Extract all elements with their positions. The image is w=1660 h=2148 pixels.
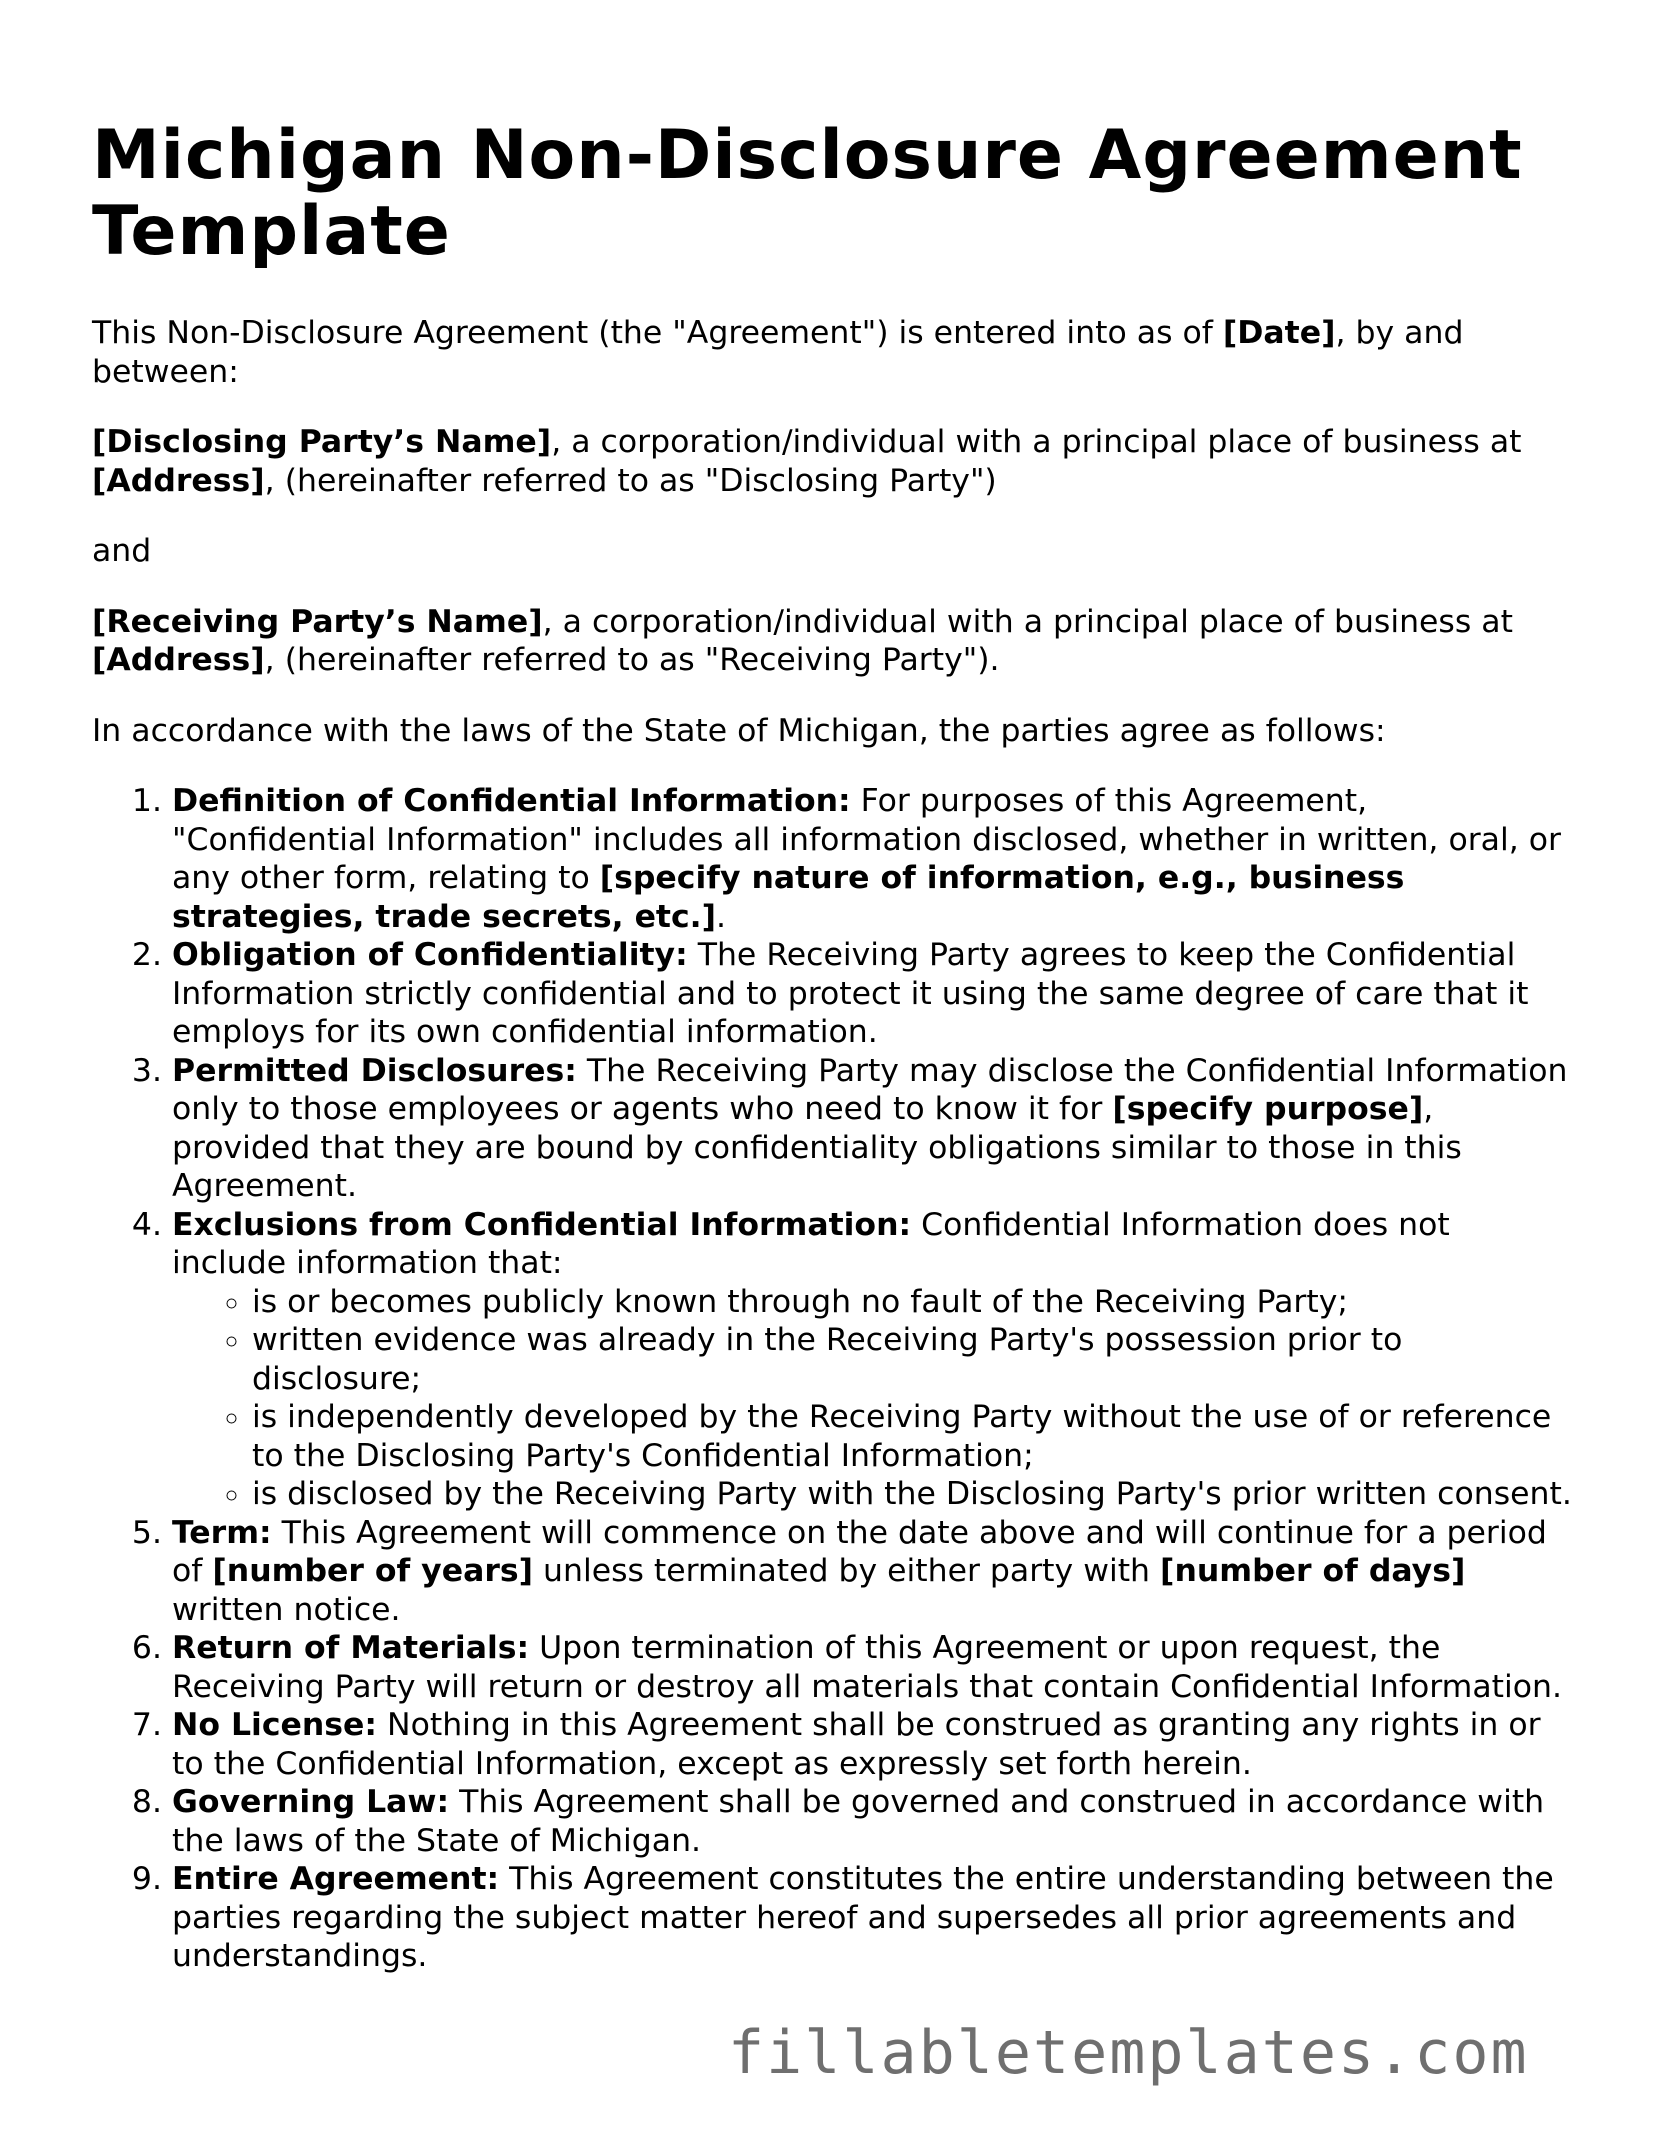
receiving-name-placeholder: [Receiving Party’s Name] [92, 603, 543, 640]
and-text: and [92, 533, 152, 569]
clause-item: 4. Exclusions from Confidential Information: Confidential Information does not include information that: ◦ is or becomes publicly known through no fault of the Receiving Party; ◦ written evidence was already in the Receiving Party's possession prior to disclosure; ◦ is independently developed by the Receiving Party without the use of or reference to the Disclosing Party's Confidential Information; ◦ is disclosed by the Receiving Party with the Disclosing Party's prior written consent. [172, 1206, 1572, 1514]
watermark: fillabletemplates.com [728, 2018, 1529, 2088]
disclosing-address-placeholder: [Address] [92, 462, 265, 499]
exclusion-item: ◦ is independently developed by the Receiving Party without the use of or reference to the Disclosing Party's Confidential Information; [252, 1398, 1572, 1475]
clause-item: 5. Term: This Agreement will commence on the date above and will continue for a period of [number of years] unless terminated by either party with [number of days] written notice. [172, 1514, 1572, 1630]
clause-heading: No License: [172, 1707, 378, 1743]
clause-item: 6. Return of Materials: Upon termination of this Agreement or upon request, the Receiving Party will return or destroy all materials that contain Confidential Information. [172, 1629, 1572, 1706]
date-placeholder: [Date] [1222, 315, 1336, 351]
clause-placeholder: [number of days] [1160, 1553, 1466, 1589]
receiving-party-paragraph: [Receiving Party’s Name], a corporation/individual with a principal place of business at [Address], (hereinafter referred to as "Receiving Party"). [92, 603, 1513, 678]
clause-heading: Permitted Disclosures: [172, 1052, 577, 1089]
exclusion-item: ◦ written evidence was already in the Receiving Party's possession prior to disclosure; [252, 1321, 1572, 1398]
document-body [92, 314, 1572, 1976]
clause-placeholder: [number of years] [212, 1553, 534, 1589]
clause-heading: Governing Law: [172, 1784, 450, 1820]
disclosing-name-placeholder: [Disclosing Party’s Name] [92, 424, 552, 460]
clause-item: 2. Obligation of Confidentiality: The Receiving Party agrees to keep the Confidential Information strictly confidential and to protect it using the same degree of care that it employs for its own confidential information. [172, 936, 1572, 1052]
clause-placeholder: [specify purpose] [1112, 1091, 1424, 1127]
clause-item: 7. No License: Nothing in this Agreement shall be construed as granting any rights in or to the Confidential Information, except as expressly set forth herein. [172, 1706, 1572, 1783]
accordance-paragraph: In accordance with the laws of the State of Michigan, the parties agree as follows: [92, 712, 1386, 749]
clause-item: 8. Governing Law: This Agreement shall be governed and construed in accordance with the laws of the State of Michigan. [172, 1783, 1572, 1860]
document-title: Michigan Non-Disclosure Agreement Template [92, 116, 1523, 271]
clause-heading: Obligation of Confidentiality: [172, 937, 688, 973]
clause-heading: Exclusions from Confidential Information: [172, 1206, 912, 1243]
clause-heading: Entire Agreement: [172, 1861, 500, 1897]
receiving-address-placeholder: [Address] [92, 642, 265, 678]
disclosing-party-paragraph: [Disclosing Party’s Name], a corporation/individual with a principal place of business at [Address], (hereinafter referred to as "Disclosing Party") [92, 424, 1522, 499]
clause-item: 9. Entire Agreement: This Agreement constitutes the entire understanding between the parties regarding the subject matter hereof and supersedes all prior agreements and understandings. [172, 1860, 1572, 1976]
clause-heading: Definition of Confidential Information: [172, 783, 851, 819]
exclusion-item: ◦ is disclosed by the Receiving Party with the Disclosing Party's prior written consent. [252, 1475, 1572, 1514]
clause-placeholder: [specify nature of information, e.g., business strategies, trade secrets, etc.] [172, 860, 1405, 935]
clauses-list [92, 782, 1572, 1976]
intro-paragraph: This Non-Disclosure Agreement (the "Agreement") is entered into as of [Date], by and between: [92, 315, 1464, 390]
clause-item: 1. Definition of Confidential Information: For purposes of this Agreement, "Confidential Information" includes all information disclosed, whether in written, oral, or any other form, relating to [specify nature of information, e.g., business strategies, trade secrets, etc.]. [172, 782, 1572, 936]
clause-heading: Term: [172, 1514, 272, 1551]
clause-item: 3. Permitted Disclosures: The Receiving Party may disclose the Confidential Information only to those employees or agents who need to know it for [specify purpose], provided that they are bound by confidentiality obligations similar to those in this Agreement. [172, 1052, 1572, 1206]
exclusion-item: ◦ is or becomes publicly known through no fault of the Receiving Party; [252, 1283, 1572, 1322]
clause-heading: Return of Materials: [172, 1630, 530, 1666]
exclusions-list [172, 1283, 1572, 1514]
